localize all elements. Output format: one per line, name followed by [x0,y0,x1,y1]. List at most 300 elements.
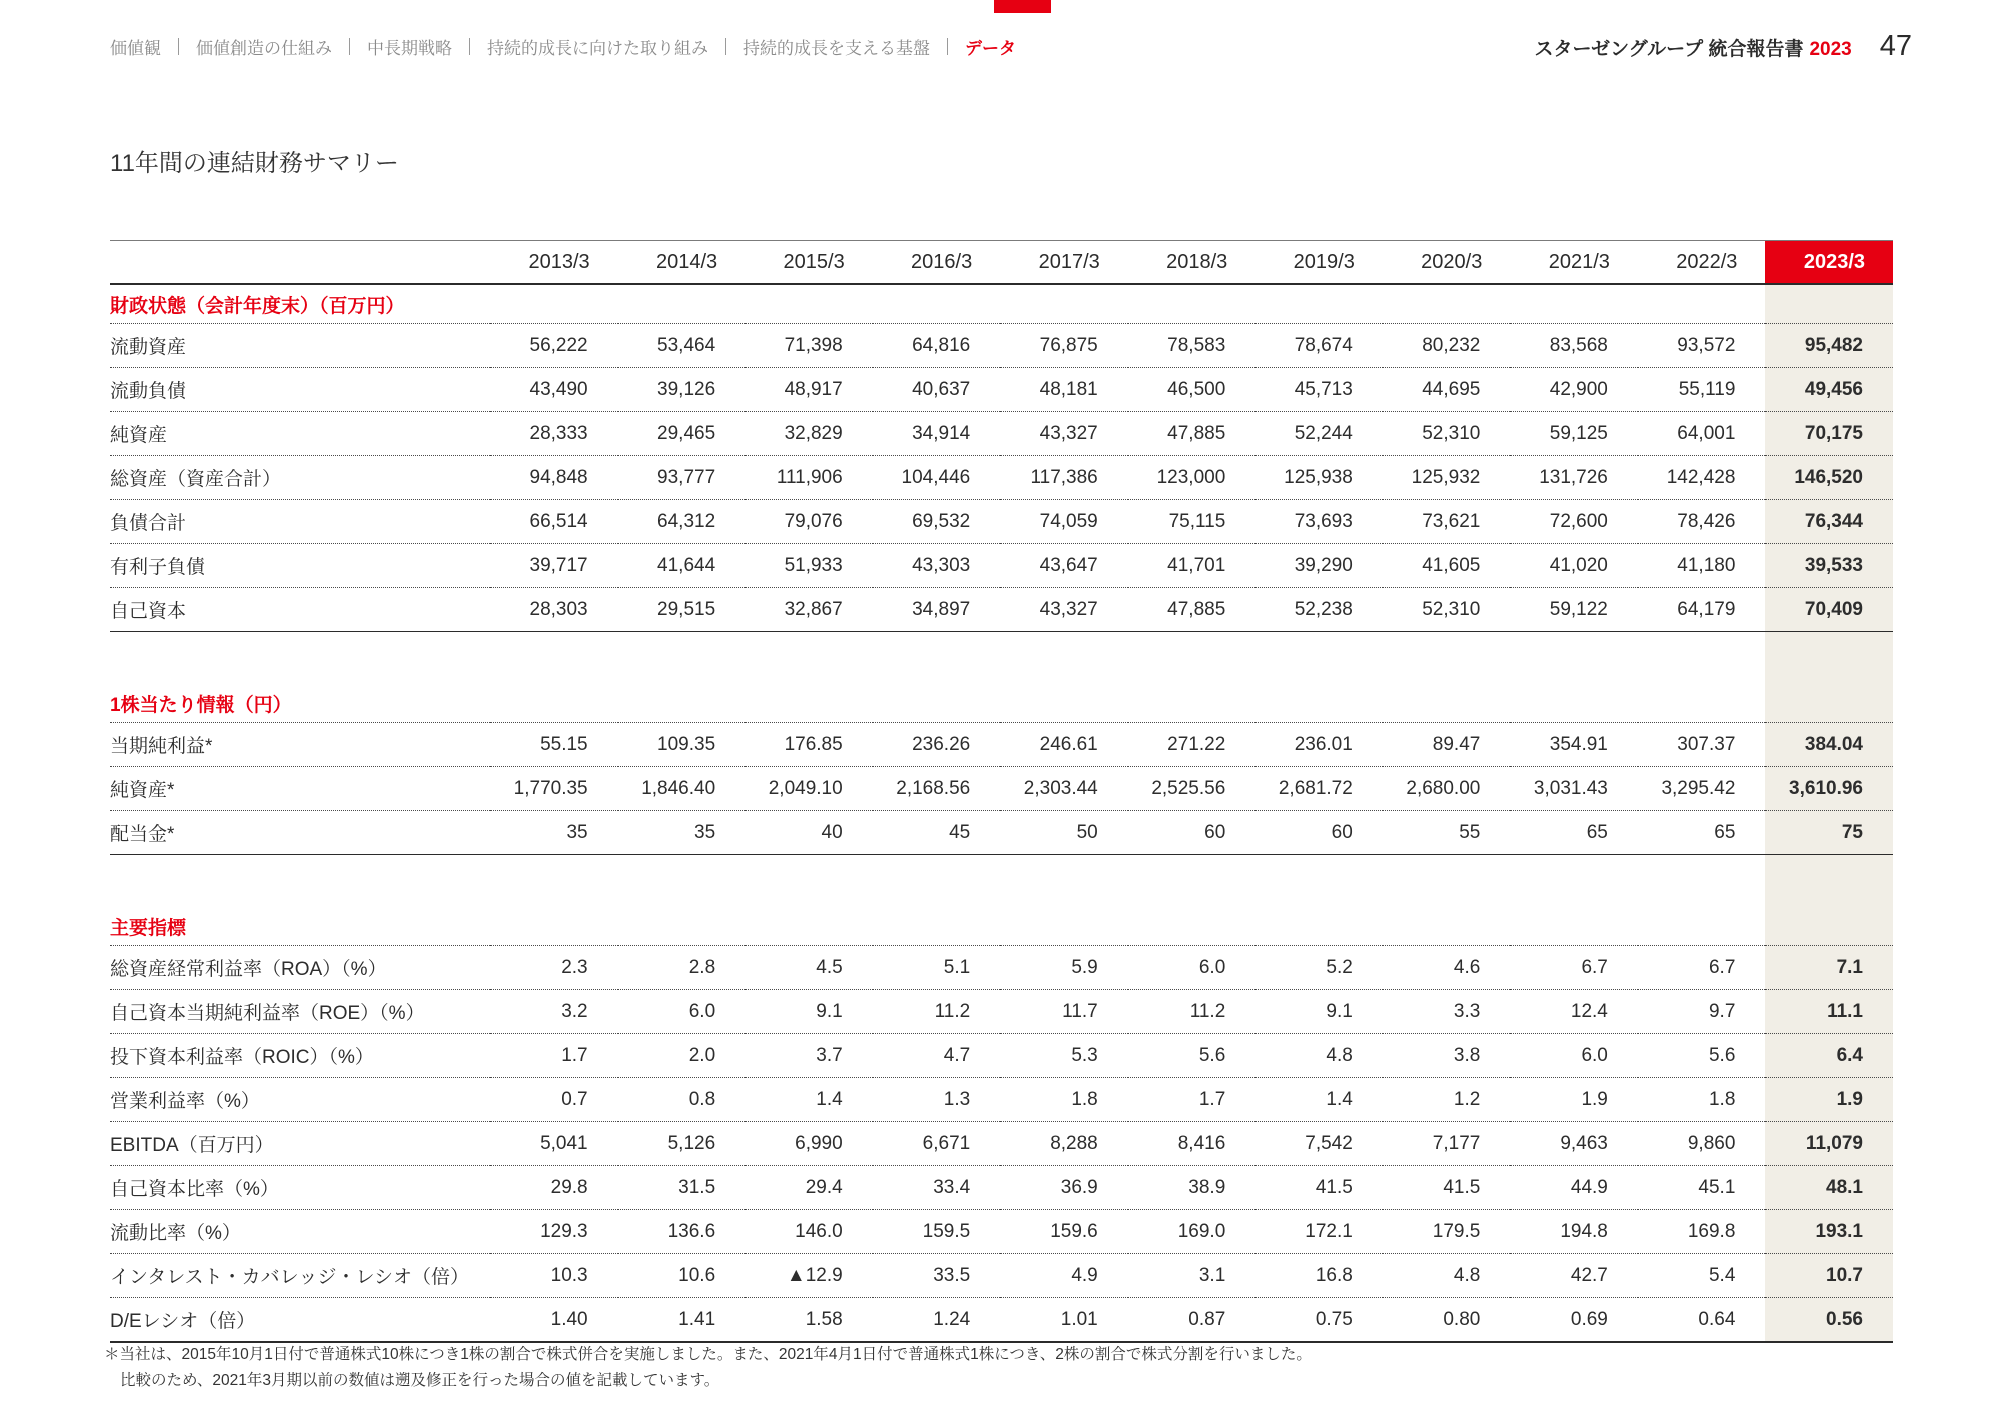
value-cell: 40 [745,811,873,855]
value-cell: 11,079 [1765,1122,1893,1166]
nav-separator [178,38,179,55]
value-cell: 76,875 [1000,324,1128,368]
value-cell: 6,671 [873,1122,1001,1166]
gap-cell [1000,632,1128,685]
table-row [110,1298,1893,1343]
value-cell: 9.1 [745,990,873,1034]
value-cell: 236.26 [873,723,1001,767]
value-cell: 31.5 [618,1166,746,1210]
value-cell: 33.5 [873,1254,1001,1298]
year-header-cell: 2021/3 [1510,241,1638,285]
value-cell: 3.2 [490,990,618,1034]
row-label: 総資産（資産合計） [110,456,490,500]
value-cell: 71,398 [745,324,873,368]
gap-cell [1638,632,1766,685]
row-label: インタレスト・カバレッジ・レシオ（倍） [110,1254,490,1298]
section-header-label: 1株当たり情報（円） [110,684,490,723]
value-cell: 51,933 [745,544,873,588]
section-header-cell [1128,684,1256,723]
value-cell: 2,681.72 [1255,767,1383,811]
value-cell: 4.8 [1383,1254,1511,1298]
section-header-cell [1000,284,1128,324]
value-cell: 39,717 [490,544,618,588]
value-cell: 66,514 [490,500,618,544]
row-label: D/Eレシオ（倍） [110,1298,490,1343]
value-cell: 179.5 [1383,1210,1511,1254]
year-header-cell: 2023/3 [1765,241,1893,285]
value-cell: 2,525.56 [1128,767,1256,811]
section-header-cell [1765,907,1893,946]
value-cell: 111,906 [745,456,873,500]
value-cell: 6,990 [745,1122,873,1166]
value-cell: 10.7 [1765,1254,1893,1298]
row-label: 流動資産 [110,324,490,368]
value-cell: 45.1 [1638,1166,1766,1210]
row-label: 自己資本 [110,588,490,632]
row-label: 純資産 [110,412,490,456]
page-title: 11年間の連結財務サマリー [110,150,399,177]
gap-cell [1383,632,1511,685]
section-header-label: 主要指標 [110,907,490,946]
value-cell: 73,693 [1255,500,1383,544]
value-cell: 1.2 [1383,1078,1511,1122]
value-cell: 43,647 [1000,544,1128,588]
section-header-cell [490,684,618,723]
value-cell: 78,674 [1255,324,1383,368]
value-cell: 78,583 [1128,324,1256,368]
value-cell: 1.8 [1638,1078,1766,1122]
section-header-cell [873,907,1001,946]
row-label: EBITDA（百万円） [110,1122,490,1166]
value-cell: 35 [490,811,618,855]
gap-cell [873,632,1001,685]
value-cell: 44.9 [1510,1166,1638,1210]
value-cell: 0.56 [1765,1298,1893,1343]
section-header-cell [618,684,746,723]
value-cell: 4.7 [873,1034,1001,1078]
gap-cell [490,632,618,685]
section-header-cell [1510,907,1638,946]
value-cell: 36.9 [1000,1166,1128,1210]
value-cell: 125,932 [1383,456,1511,500]
section-header-cell [1765,684,1893,723]
row-label: 流動負債 [110,368,490,412]
nav-separator [349,38,350,55]
value-cell: 32,867 [745,588,873,632]
value-cell: 10.6 [618,1254,746,1298]
value-cell: 43,303 [873,544,1001,588]
value-cell: 74,059 [1000,500,1128,544]
value-cell: 5.2 [1255,946,1383,990]
value-cell: 69,532 [873,500,1001,544]
nav-separator [469,38,470,55]
active-tab-marker [994,0,1051,13]
value-cell: 246.61 [1000,723,1128,767]
nav-item-5[interactable]: 持続的成長を支える基盤 [743,39,930,58]
value-cell: 76,344 [1765,500,1893,544]
value-cell: 72,600 [1510,500,1638,544]
gap-cell [1638,855,1766,908]
section-header-cell [745,907,873,946]
value-cell: 3,031.43 [1510,767,1638,811]
value-cell: 45,713 [1255,368,1383,412]
section-header-cell [490,907,618,946]
value-cell: 52,310 [1383,412,1511,456]
row-label: 営業利益率（%） [110,1078,490,1122]
value-cell: 5.6 [1638,1034,1766,1078]
year-header-cell: 2015/3 [745,241,873,285]
table-row [110,723,1893,767]
value-cell: 8,288 [1000,1122,1128,1166]
corner-cell [110,241,490,285]
gap-cell [1510,855,1638,908]
section-header-cell [618,907,746,946]
year-header-cell: 2017/3 [1000,241,1128,285]
value-cell: 1.8 [1000,1078,1128,1122]
value-cell: 28,303 [490,588,618,632]
value-cell: 42,900 [1510,368,1638,412]
value-cell: 146.0 [745,1210,873,1254]
value-cell: 52,238 [1255,588,1383,632]
gap-cell [1510,632,1638,685]
gap-cell [1255,855,1383,908]
value-cell: 193.1 [1765,1210,1893,1254]
section-header-cell [1383,284,1511,324]
section-header-cell [1255,684,1383,723]
gap-cell [745,632,873,685]
value-cell: 0.69 [1510,1298,1638,1343]
section-gap-row [110,855,1893,908]
value-cell: 159.5 [873,1210,1001,1254]
table-row [110,324,1893,368]
value-cell: 10.3 [490,1254,618,1298]
value-cell: 1.9 [1510,1078,1638,1122]
value-cell: 271.22 [1128,723,1256,767]
year-header-cell: 2013/3 [490,241,618,285]
value-cell: 38.9 [1128,1166,1256,1210]
value-cell: 1.41 [618,1298,746,1343]
value-cell: 78,426 [1638,500,1766,544]
value-cell: 47,885 [1128,588,1256,632]
section-header-cell [1255,284,1383,324]
gap-cell [1383,855,1511,908]
value-cell: 93,572 [1638,324,1766,368]
value-cell: 64,816 [873,324,1001,368]
value-cell: 5.1 [873,946,1001,990]
value-cell: 5,126 [618,1122,746,1166]
value-cell: 172.1 [1255,1210,1383,1254]
value-cell: 65 [1638,811,1766,855]
value-cell: 4.9 [1000,1254,1128,1298]
value-cell: 75 [1765,811,1893,855]
value-cell: 2,049.10 [745,767,873,811]
gap-cell [618,632,746,685]
value-cell: 1,846.40 [618,767,746,811]
row-label: 負債合計 [110,500,490,544]
value-cell: 48,181 [1000,368,1128,412]
value-cell: 2,168.56 [873,767,1001,811]
value-cell: 2,680.00 [1383,767,1511,811]
financial-summary-table [110,240,1893,1343]
value-cell: 5.4 [1638,1254,1766,1298]
value-cell: 3.1 [1128,1254,1256,1298]
table-head [110,241,1893,285]
value-cell: 93,777 [618,456,746,500]
value-cell: 3.3 [1383,990,1511,1034]
row-label: 総資産経常利益率（ROA）（%） [110,946,490,990]
table-row [110,1210,1893,1254]
value-cell: 43,327 [1000,588,1128,632]
value-cell: 55.15 [490,723,618,767]
page-number: 47 [1879,30,1912,62]
value-cell: 0.75 [1255,1298,1383,1343]
value-cell: 159.6 [1000,1210,1128,1254]
value-cell: 2.3 [490,946,618,990]
value-cell: 79,076 [745,500,873,544]
value-cell: 32,829 [745,412,873,456]
value-cell: 1.4 [745,1078,873,1122]
value-cell: 8,416 [1128,1122,1256,1166]
nav-item-3[interactable]: 中長期戦略 [367,39,452,58]
value-cell: 50 [1000,811,1128,855]
value-cell: 73,621 [1383,500,1511,544]
value-cell: 29,515 [618,588,746,632]
top-nav [110,34,1016,59]
section-header-cell [1000,684,1128,723]
value-cell: 169.8 [1638,1210,1766,1254]
value-cell: 1.7 [490,1034,618,1078]
value-cell: 169.0 [1128,1210,1256,1254]
nav-item-4[interactable]: 持続的成長に向けた取り組み [487,39,708,58]
value-cell: 59,122 [1510,588,1638,632]
row-label: 純資産* [110,767,490,811]
value-cell: 1.24 [873,1298,1001,1343]
value-cell: 9.1 [1255,990,1383,1034]
value-cell: 1.58 [745,1298,873,1343]
value-cell: 3.8 [1383,1034,1511,1078]
value-cell: 6.0 [618,990,746,1034]
value-cell: 48.1 [1765,1166,1893,1210]
value-cell: 307.37 [1638,723,1766,767]
value-cell: 56,222 [490,324,618,368]
row-label: 有利子負債 [110,544,490,588]
gap-cell [1765,632,1893,685]
value-cell: 41,605 [1383,544,1511,588]
gap-cell [618,855,746,908]
value-cell: 11.7 [1000,990,1128,1034]
value-cell: 9,463 [1510,1122,1638,1166]
value-cell: 4.8 [1255,1034,1383,1078]
value-cell: 2.0 [618,1034,746,1078]
gap-cell [1000,855,1128,908]
section-header-cell [1765,284,1893,324]
value-cell: 65 [1510,811,1638,855]
value-cell: 3,610.96 [1765,767,1893,811]
value-cell: 47,885 [1128,412,1256,456]
value-cell: 136.6 [618,1210,746,1254]
section-header-label: 財政状態（会計年度末）（百万円） [110,284,490,324]
year-header-cell: 2020/3 [1383,241,1511,285]
value-cell: 43,490 [490,368,618,412]
row-label: 自己資本比率（%） [110,1166,490,1210]
nav-separator [725,38,726,55]
value-cell: 40,637 [873,368,1001,412]
value-cell: 33.4 [873,1166,1001,1210]
gap-cell [1255,632,1383,685]
value-cell: 354.91 [1510,723,1638,767]
value-cell: 5.3 [1000,1034,1128,1078]
value-cell: 41,644 [618,544,746,588]
section-header-cell [1255,907,1383,946]
section-header-cell [1128,284,1256,324]
table-row [110,544,1893,588]
value-cell: 55,119 [1638,368,1766,412]
table-row [110,368,1893,412]
gap-cell [1128,632,1256,685]
nav-item-1[interactable]: 価値観 [110,39,161,58]
section-header-cell [745,684,873,723]
row-label: 自己資本当期純利益率（ROE）（%） [110,990,490,1034]
value-cell: 194.8 [1510,1210,1638,1254]
report-title: スターゼングループ 統合報告書 [1534,39,1804,60]
table-row [110,811,1893,855]
value-cell: 1.7 [1128,1078,1256,1122]
value-cell: 44,695 [1383,368,1511,412]
value-cell: 384.04 [1765,723,1893,767]
table-row [110,946,1893,990]
value-cell: 41.5 [1255,1166,1383,1210]
value-cell: 41,701 [1128,544,1256,588]
table-row [110,1254,1893,1298]
value-cell: 34,914 [873,412,1001,456]
row-label: 配当金* [110,811,490,855]
value-cell: 48,917 [745,368,873,412]
value-cell: 29,465 [618,412,746,456]
footnote: 比較のため、2021年3月期以前の数値は遡及修正を行った場合の値を記載しています。 [120,1371,720,1389]
value-cell: 64,179 [1638,588,1766,632]
value-cell: 64,312 [618,500,746,544]
value-cell: 7,542 [1255,1122,1383,1166]
value-cell: 46,500 [1128,368,1256,412]
table-row [110,500,1893,544]
section-header-cell [1383,684,1511,723]
value-cell: 53,464 [618,324,746,368]
value-cell: 6.7 [1638,946,1766,990]
value-cell: 7.1 [1765,946,1893,990]
section-header-cell [1638,284,1766,324]
value-cell: 45 [873,811,1001,855]
value-cell: 11.1 [1765,990,1893,1034]
value-cell: 131,726 [1510,456,1638,500]
table-row [110,412,1893,456]
value-cell: 12.4 [1510,990,1638,1034]
value-cell: 1.3 [873,1078,1001,1122]
value-cell: 95,482 [1765,324,1893,368]
value-cell: 75,115 [1128,500,1256,544]
year-header-cell: 2019/3 [1255,241,1383,285]
value-cell: 41.5 [1383,1166,1511,1210]
value-cell: 3,295.42 [1638,767,1766,811]
value-cell: 94,848 [490,456,618,500]
value-cell: 0.80 [1383,1298,1511,1343]
value-cell: 60 [1128,811,1256,855]
value-cell: 3.7 [745,1034,873,1078]
table-wrap [110,240,1893,1343]
value-cell: 16.8 [1255,1254,1383,1298]
value-cell: 5.6 [1128,1034,1256,1078]
value-cell: 52,310 [1383,588,1511,632]
value-cell: 64,001 [1638,412,1766,456]
table-row [110,588,1893,632]
value-cell: 4.6 [1383,946,1511,990]
section-header-cell [873,684,1001,723]
section-header-cell [490,284,618,324]
footnote: ＊当社は、2015年10月1日付で普通株式10株につき1株の割合で株式併合を実施しました。また、2021年4月1日付で普通株式1株につき、2株の割合で株式分割を行いました。 [104,1346,1312,1363]
value-cell: 49,456 [1765,368,1893,412]
footnotes [104,1342,1312,1393]
value-cell: 29.4 [745,1166,873,1210]
value-cell: 83,568 [1510,324,1638,368]
value-cell: 80,232 [1383,324,1511,368]
nav-item-2[interactable]: 価値創造の仕組み [196,39,332,58]
section-header-cell [618,284,746,324]
table-row [110,1034,1893,1078]
gap-cell [1765,855,1893,908]
gap-cell [110,632,490,685]
header-right [1534,30,1912,63]
value-cell: 176.85 [745,723,873,767]
gap-cell [110,855,490,908]
gap-cell [745,855,873,908]
value-cell: 70,409 [1765,588,1893,632]
value-cell: 6.4 [1765,1034,1893,1078]
value-cell: 4.5 [745,946,873,990]
value-cell: 35 [618,811,746,855]
row-label: 投下資本利益率（ROIC）（%） [110,1034,490,1078]
year-header-cell: 2018/3 [1128,241,1256,285]
value-cell: 42.7 [1510,1254,1638,1298]
value-cell: 11.2 [873,990,1001,1034]
value-cell: 6.7 [1510,946,1638,990]
value-cell: 125,938 [1255,456,1383,500]
value-cell: 2,303.44 [1000,767,1128,811]
nav-item-6[interactable]: データ [965,39,1016,58]
gap-cell [873,855,1001,908]
section-header-cell [873,284,1001,324]
value-cell: 1,770.35 [490,767,618,811]
value-cell: 236.01 [1255,723,1383,767]
value-cell: 0.7 [490,1078,618,1122]
value-cell: 70,175 [1765,412,1893,456]
gap-cell [1128,855,1256,908]
year-header-cell: 2022/3 [1638,241,1766,285]
value-cell: 1.9 [1765,1078,1893,1122]
section-header-cell [1638,684,1766,723]
value-cell: 41,020 [1510,544,1638,588]
value-cell: 41,180 [1638,544,1766,588]
value-cell: 1.01 [1000,1298,1128,1343]
section-header-cell [745,284,873,324]
value-cell: 6.0 [1128,946,1256,990]
value-cell: 104,446 [873,456,1001,500]
table-row [110,990,1893,1034]
value-cell: 43,327 [1000,412,1128,456]
value-cell: 129.3 [490,1210,618,1254]
value-cell: 123,000 [1128,456,1256,500]
value-cell: 89.47 [1383,723,1511,767]
value-cell: 109.35 [618,723,746,767]
value-cell: 146,520 [1765,456,1893,500]
